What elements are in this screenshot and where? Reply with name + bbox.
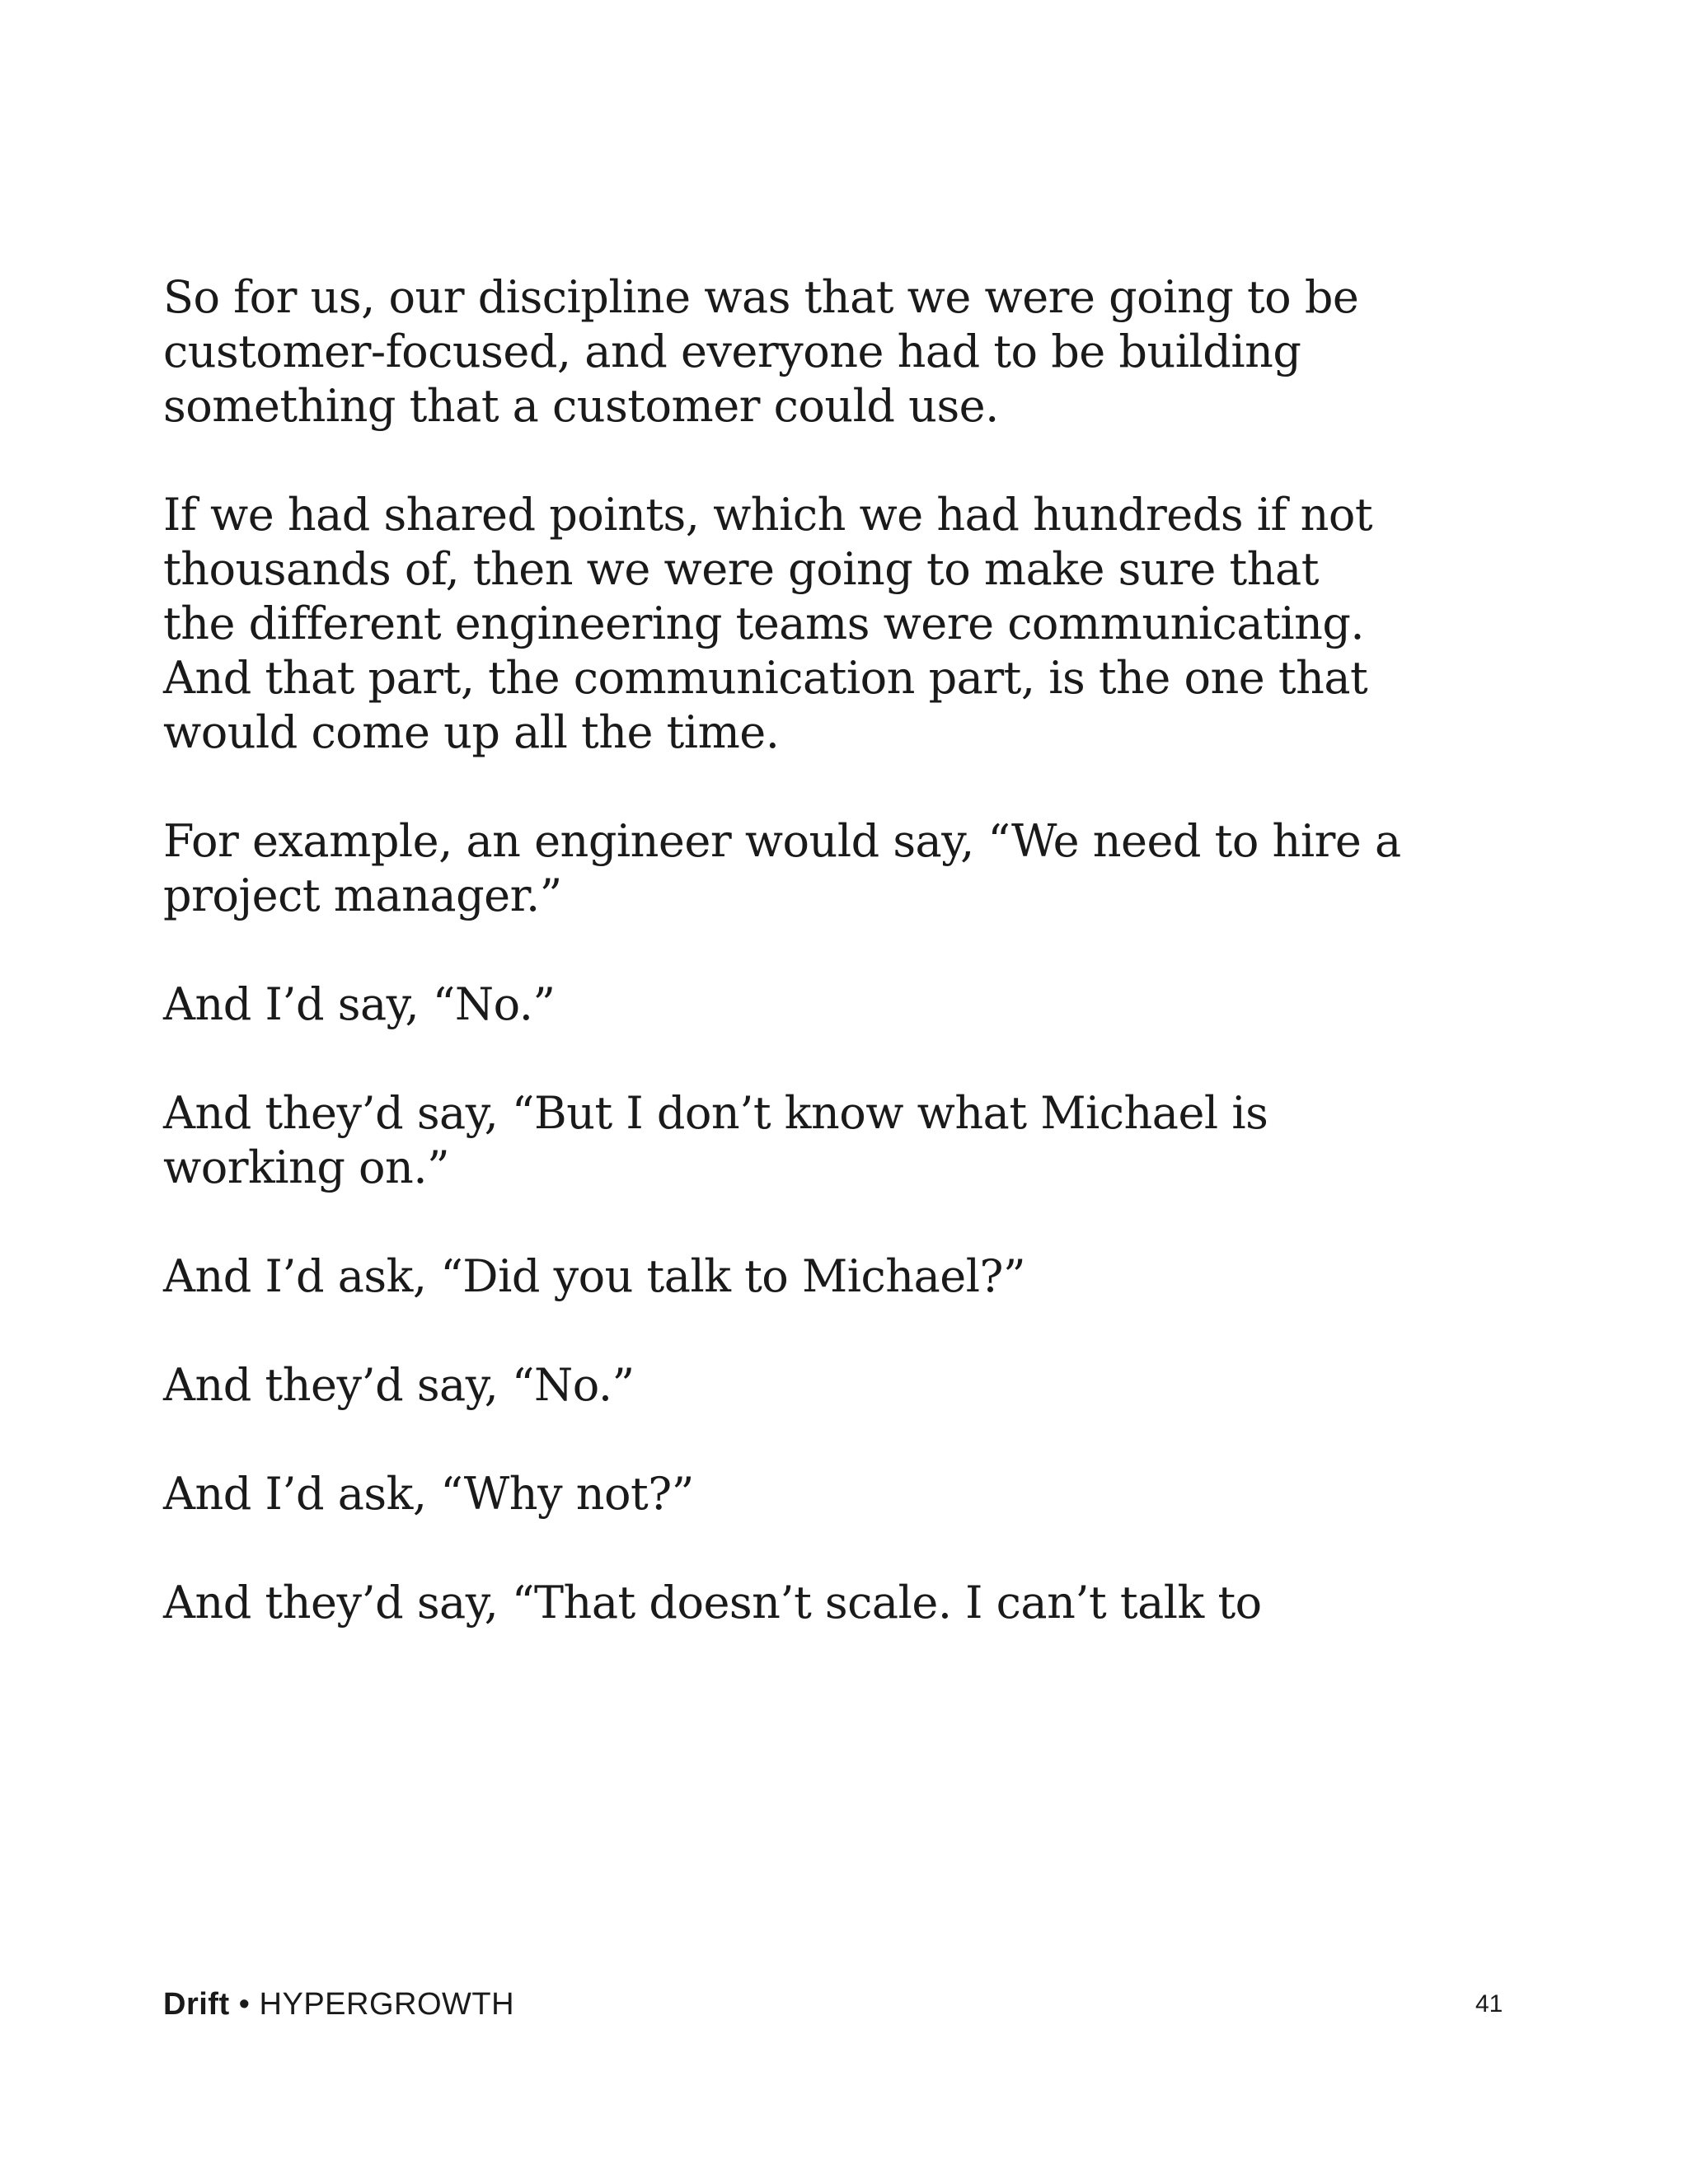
paragraph: [163, 488, 1400, 760]
text-line: the different engineering teams were communicating.: [163, 598, 1365, 649]
text-line: thousands of, then we were going to make sure that: [163, 543, 1319, 595]
paragraph: [163, 1086, 1400, 1195]
text-line: So for us, our discipline was that we were going to be: [163, 271, 1359, 323]
text-line: And I’d ask, “Why not?”: [163, 1468, 694, 1520]
text-line: And that part, the communication part, is the one that: [163, 652, 1368, 704]
footer-title: HYPERGROWTH: [259, 1987, 515, 2022]
text-line: And they’d say, “No.”: [163, 1359, 635, 1411]
paragraph: [163, 1467, 1400, 1521]
paragraph: [163, 270, 1400, 434]
text-line: working on.”: [163, 1141, 450, 1193]
text-line: And they’d say, “That doesn’t scale. I can’t talk to: [163, 1577, 1262, 1629]
text-line: And they’d say, “But I don’t know what Michael is: [163, 1087, 1268, 1139]
text-line: If we had shared points, which we had hundreds if not: [163, 489, 1373, 541]
text-line: something that a customer could use.: [163, 380, 999, 432]
body-text: [163, 270, 1400, 1685]
text-line: And I’d say, “No.”: [163, 978, 556, 1030]
paragraph: [163, 814, 1400, 923]
text-line: would come up all the time.: [163, 706, 780, 758]
text-line: project manager.”: [163, 869, 562, 921]
page-number: 41: [1475, 1990, 1503, 2018]
text-line: And I’d ask, “Did you talk to Michael?”: [163, 1250, 1026, 1302]
paragraph: [163, 977, 1400, 1032]
footer-brand: Drift: [163, 1987, 230, 2022]
text-line: For example, an engineer would say, “We need to hire a: [163, 815, 1401, 867]
paragraph: [163, 1358, 1400, 1413]
footer-separator: •: [229, 1987, 260, 2022]
paragraph: [163, 1576, 1400, 1630]
text-line: customer-focused, and everyone had to be building: [163, 326, 1301, 377]
paragraph: [163, 1249, 1400, 1304]
page-footer: [163, 1985, 514, 2024]
